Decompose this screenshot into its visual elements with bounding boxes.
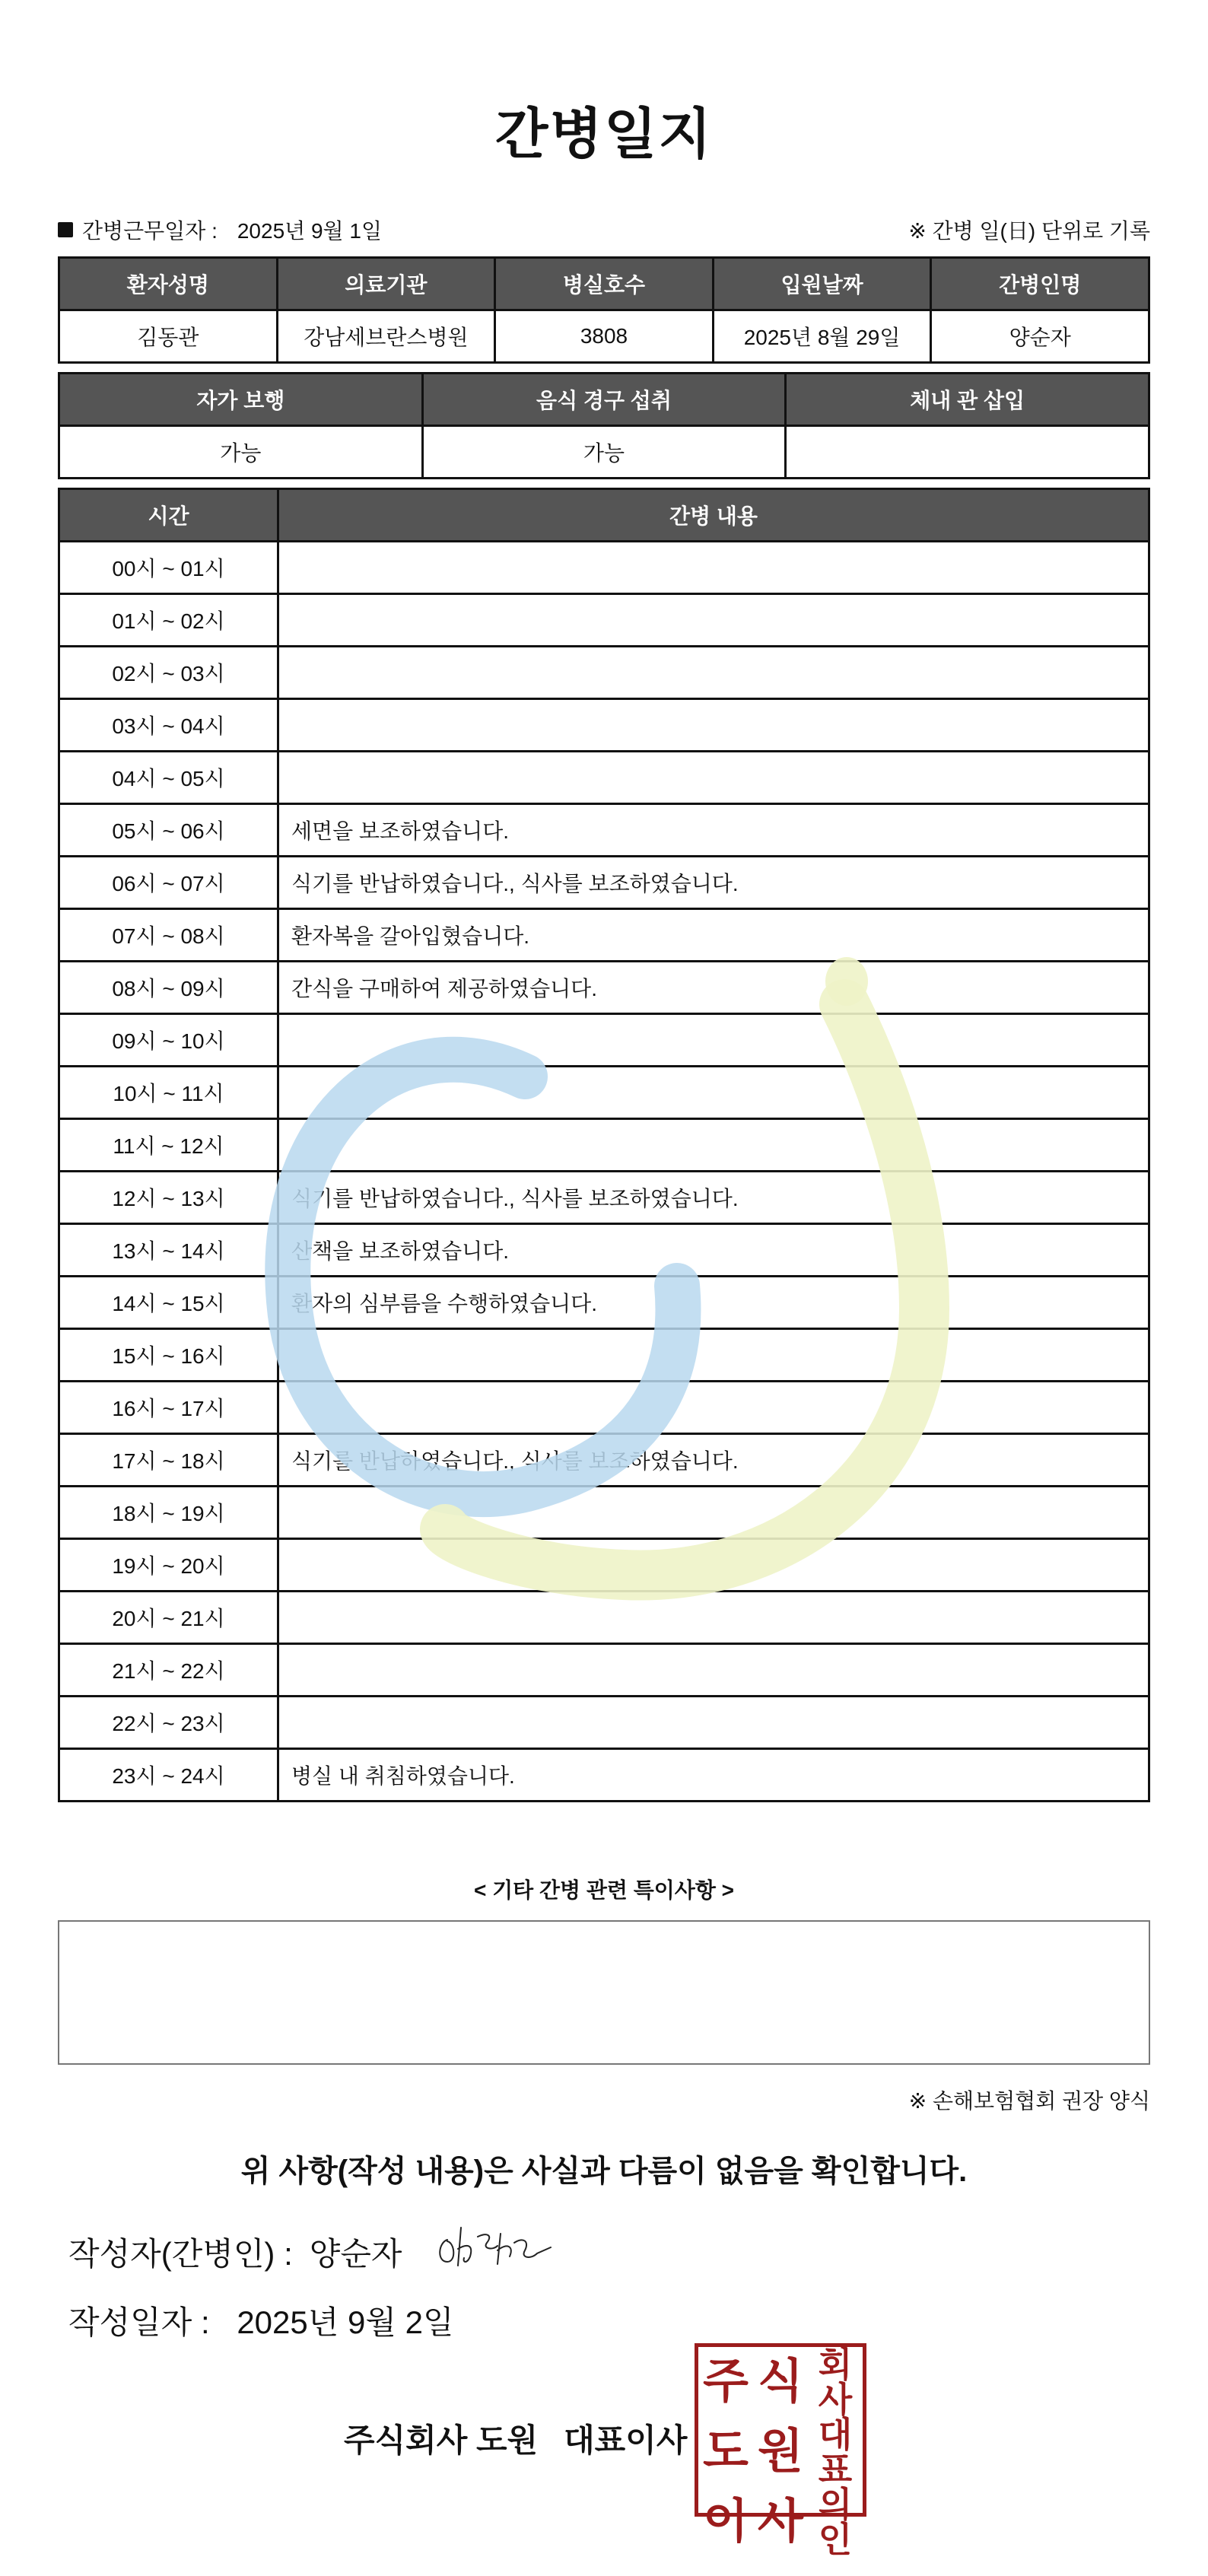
log-content: 간식을 구매하여 제공하였습니다. xyxy=(278,962,1149,1014)
writer-line xyxy=(68,2229,402,2275)
log-time: 05시 ~ 06시 xyxy=(59,804,278,857)
log-content xyxy=(278,1329,1149,1382)
log-content xyxy=(278,594,1149,647)
header-tube-insertion: 체내 관 삽입 xyxy=(786,374,1149,426)
log-row xyxy=(59,909,1149,962)
log-row xyxy=(59,594,1149,647)
square-bullet-icon xyxy=(58,222,73,237)
written-date-label: 작성일자 : xyxy=(68,2304,210,2340)
log-content xyxy=(278,1014,1149,1067)
writer-name: 양순자 xyxy=(309,2236,402,2272)
log-content xyxy=(278,1382,1149,1434)
seal-char: 사 xyxy=(758,2495,803,2548)
log-time: 04시 ~ 05시 xyxy=(59,752,278,804)
document-title: 간병일지 xyxy=(494,104,714,165)
log-time: 03시 ~ 04시 xyxy=(59,699,278,752)
log-content xyxy=(278,647,1149,699)
log-time: 01시 ~ 02시 xyxy=(59,594,278,647)
log-time: 23시 ~ 24시 xyxy=(59,1749,278,1802)
log-row xyxy=(59,1749,1149,1802)
log-time: 19시 ~ 20시 xyxy=(59,1539,278,1592)
log-time: 06시 ~ 07시 xyxy=(59,857,278,909)
log-time: 11시 ~ 12시 xyxy=(59,1119,278,1172)
log-row xyxy=(59,962,1149,1014)
company-seal-stamp xyxy=(695,2343,866,2559)
seal-char: 원 xyxy=(758,2425,803,2478)
log-row xyxy=(59,804,1149,857)
log-row xyxy=(59,857,1149,909)
caregiver-name: 양순자 xyxy=(931,310,1149,363)
log-row xyxy=(59,1487,1149,1539)
unit-note: ※ 간병 일(日) 단위로 기록 xyxy=(908,219,1150,243)
log-content xyxy=(278,1539,1149,1592)
log-row xyxy=(59,647,1149,699)
header-time: 시간 xyxy=(59,489,278,542)
writer-label: 작성자(간병인) : xyxy=(68,2236,293,2272)
log-time: 20시 ~ 21시 xyxy=(59,1592,278,1644)
patient-ability-table xyxy=(58,372,1150,479)
log-time: 13시 ~ 14시 xyxy=(59,1224,278,1277)
log-content: 식기를 반납하였습니다., 식사를 보조하였습니다. xyxy=(278,857,1149,909)
log-row xyxy=(59,1277,1149,1329)
header-hospital: 의료기관 xyxy=(277,258,495,310)
header-room: 병실호수 xyxy=(495,258,714,310)
log-row xyxy=(59,1014,1149,1067)
log-row xyxy=(59,1172,1149,1224)
seal-char: 회사 xyxy=(818,2345,853,2419)
patient-info-table xyxy=(58,256,1150,364)
work-date-value: 2025년 9월 1일 xyxy=(237,219,382,243)
log-time: 16시 ~ 17시 xyxy=(59,1382,278,1434)
log-time: 09시 ~ 10시 xyxy=(59,1014,278,1067)
room-number: 3808 xyxy=(495,310,714,363)
written-date-value: 2025년 9월 2일 xyxy=(237,2304,454,2340)
log-rows xyxy=(59,542,1149,1802)
header-patient-name: 환자성명 xyxy=(59,258,278,310)
log-time: 14시 ~ 15시 xyxy=(59,1277,278,1329)
log-row xyxy=(59,1592,1149,1644)
log-time: 22시 ~ 23시 xyxy=(59,1697,278,1749)
log-row xyxy=(59,1329,1149,1382)
log-row xyxy=(59,1539,1149,1592)
seal-char: 대표 xyxy=(818,2415,853,2489)
log-time: 12시 ~ 13시 xyxy=(59,1172,278,1224)
hospital-name: 강남세브란스병원 xyxy=(277,310,495,363)
admission-date: 2025년 8월 29일 xyxy=(713,310,931,363)
log-content xyxy=(278,1592,1149,1644)
log-content xyxy=(278,1697,1149,1749)
header-caregiver-name: 간병인명 xyxy=(931,258,1149,310)
special-notes-box xyxy=(58,1920,1150,2065)
log-row xyxy=(59,1119,1149,1172)
oral-intake-value: 가능 xyxy=(422,426,786,479)
log-time: 21시 ~ 22시 xyxy=(59,1644,278,1697)
tube-insertion-value xyxy=(786,426,1149,479)
written-date-line xyxy=(68,2298,454,2343)
seal-char: 주 xyxy=(703,2355,749,2408)
log-content xyxy=(278,1487,1149,1539)
representative-title: 대표이사 xyxy=(564,2422,688,2458)
header-admission-date: 입원날짜 xyxy=(713,258,931,310)
log-content xyxy=(278,1067,1149,1119)
self-walking-value: 가능 xyxy=(59,426,423,479)
log-content: 식기를 반납하였습니다., 식사를 보조하였습니다. xyxy=(278,1434,1149,1487)
handwritten-signature xyxy=(431,2220,560,2273)
special-notes-title: < 기타 간병 관련 특이사항 > xyxy=(473,1878,735,1902)
header-oral-intake: 음식 경구 섭취 xyxy=(422,374,786,426)
seal-char: 식 xyxy=(758,2355,803,2408)
log-time: 10시 ~ 11시 xyxy=(59,1067,278,1119)
log-content xyxy=(278,1644,1149,1697)
confirmation-statement: 위 사항(작성 내용)은 사실과 다름이 없음을 확인합니다. xyxy=(240,2155,968,2188)
log-time: 17시 ~ 18시 xyxy=(59,1434,278,1487)
log-content: 세면을 보조하였습니다. xyxy=(278,804,1149,857)
company-line xyxy=(344,2415,687,2461)
log-row xyxy=(59,752,1149,804)
log-time: 18시 ~ 19시 xyxy=(59,1487,278,1539)
log-time: 00시 ~ 01시 xyxy=(59,542,278,594)
seal-char: 도 xyxy=(703,2425,749,2478)
seal-char: 이 xyxy=(703,2495,749,2548)
log-content: 환자복을 갈아입혔습니다. xyxy=(278,909,1149,962)
log-content: 환자의 심부름을 수행하였습니다. xyxy=(278,1277,1149,1329)
log-row xyxy=(59,1697,1149,1749)
log-content: 병실 내 취침하였습니다. xyxy=(278,1749,1149,1802)
log-row xyxy=(59,1382,1149,1434)
header-self-walking: 자가 보행 xyxy=(59,374,423,426)
log-content xyxy=(278,752,1149,804)
log-time: 02시 ~ 03시 xyxy=(59,647,278,699)
patient-name: 김동관 xyxy=(59,310,278,363)
log-time: 08시 ~ 09시 xyxy=(59,962,278,1014)
log-row xyxy=(59,699,1149,752)
log-row xyxy=(59,542,1149,594)
header-care-content: 간병 내용 xyxy=(278,489,1149,542)
hourly-care-log-table xyxy=(58,488,1150,1802)
log-row xyxy=(59,1644,1149,1697)
log-content xyxy=(278,542,1149,594)
log-content xyxy=(278,699,1149,752)
work-date-label: 간병근무일자 : xyxy=(82,219,218,243)
log-content: 식기를 반납하였습니다., 식사를 보조하였습니다. xyxy=(278,1172,1149,1224)
work-date-line xyxy=(58,215,382,245)
log-row xyxy=(59,1067,1149,1119)
log-content: 산책을 보조하였습니다. xyxy=(278,1224,1149,1277)
seal-char: 의인 xyxy=(818,2485,853,2559)
log-content xyxy=(278,1119,1149,1172)
log-time: 15시 ~ 16시 xyxy=(59,1329,278,1382)
log-row xyxy=(59,1434,1149,1487)
log-row xyxy=(59,1224,1149,1277)
log-time: 07시 ~ 08시 xyxy=(59,909,278,962)
form-note: ※ 손해보험협회 권장 양식 xyxy=(908,2089,1150,2113)
company-name: 주식회사 도원 xyxy=(344,2422,539,2458)
